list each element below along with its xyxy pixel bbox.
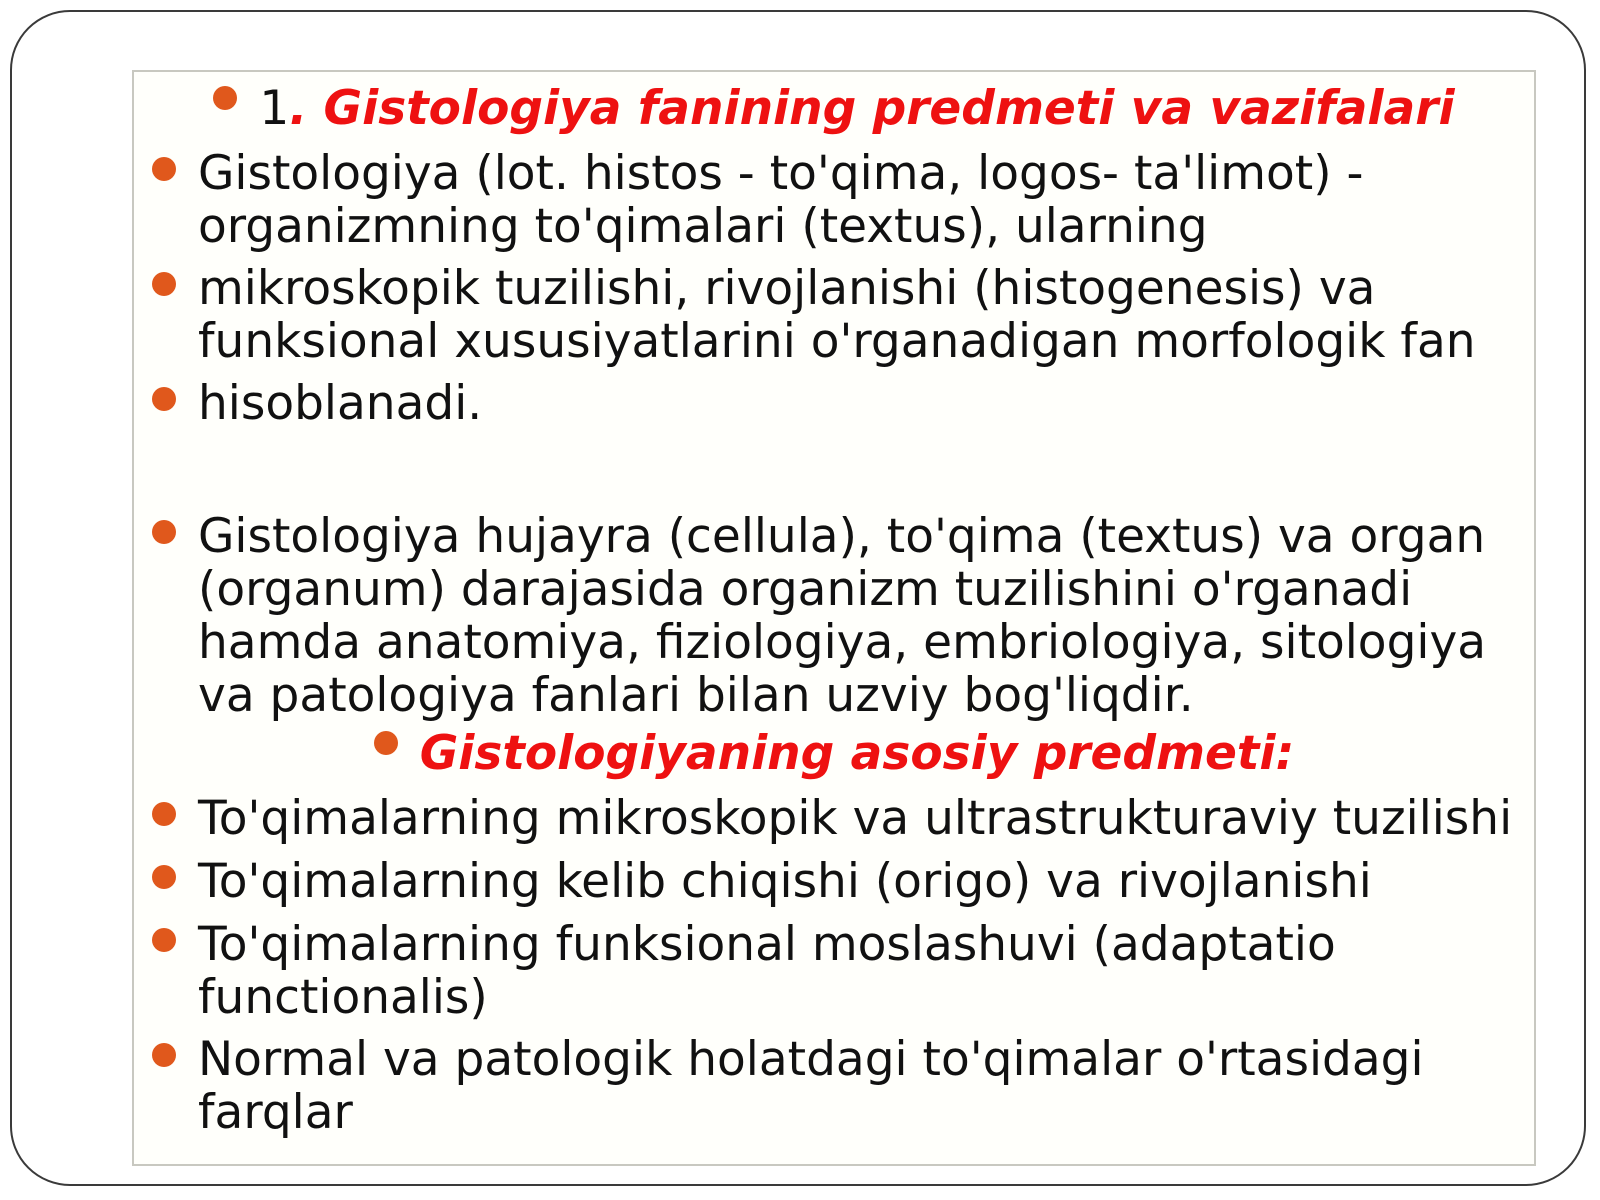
list-item-text: hisoblanadi. <box>198 376 483 431</box>
list-item-text: Gistologiya hujayra (cellula), to'qima (textus) va organ (organum) darajasida organizm tuzilishini o'rganadi hamda anatomiya, fiziologiya, embriologiya, sitologiya va patologiya fanlari bilan uzviy bog'liqdir. <box>198 509 1487 723</box>
subtitle-text: Gistologiyaning asosiy predmeti: <box>419 726 1295 781</box>
bullet-icon <box>152 1043 176 1067</box>
content-box <box>132 70 1536 1166</box>
bullet-icon <box>374 731 398 755</box>
bullet-icon <box>152 865 176 889</box>
list-item-text: To'qimalarning mikroskopik va ultrastrukturaviy tuzilishi <box>198 791 1513 846</box>
bullet-icon <box>152 520 176 544</box>
list-item-text: To'qimalarning funksional moslashuvi (adaptatio functionalis) <box>198 917 1336 1025</box>
bullet-icon <box>213 86 237 110</box>
bullet-icon <box>152 157 176 181</box>
heading-title: . Gistologiya fanining predmeti va vazifalari <box>289 81 1455 136</box>
heading-number: 1 <box>259 81 290 136</box>
slide-frame <box>10 10 1586 1186</box>
bullet-icon <box>152 272 176 296</box>
bullet-icon <box>152 928 176 952</box>
list-item-text: mikroskopik tuzilishi, rivojlanishi (histogenesis) va funksional xususiyatlarini o'rganadigan morfologik fan <box>198 261 1476 369</box>
list-item-text: Gistologiya (lot. histos - to'qima, logos- ta'limot) - organizmning to'qimalari (textus), ularning <box>198 146 1364 254</box>
list-item-text: Normal va patologik holatdagi to'qimalar o'rtasidagi farqlar <box>198 1032 1424 1140</box>
bullet-icon <box>152 802 176 826</box>
list-item-text: To'qimalarning kelib chiqishi (origo) va rivojlanishi <box>198 854 1372 909</box>
bullet-icon <box>152 387 176 411</box>
heading-main <box>134 82 1534 135</box>
heading-subtitle <box>134 727 1534 780</box>
